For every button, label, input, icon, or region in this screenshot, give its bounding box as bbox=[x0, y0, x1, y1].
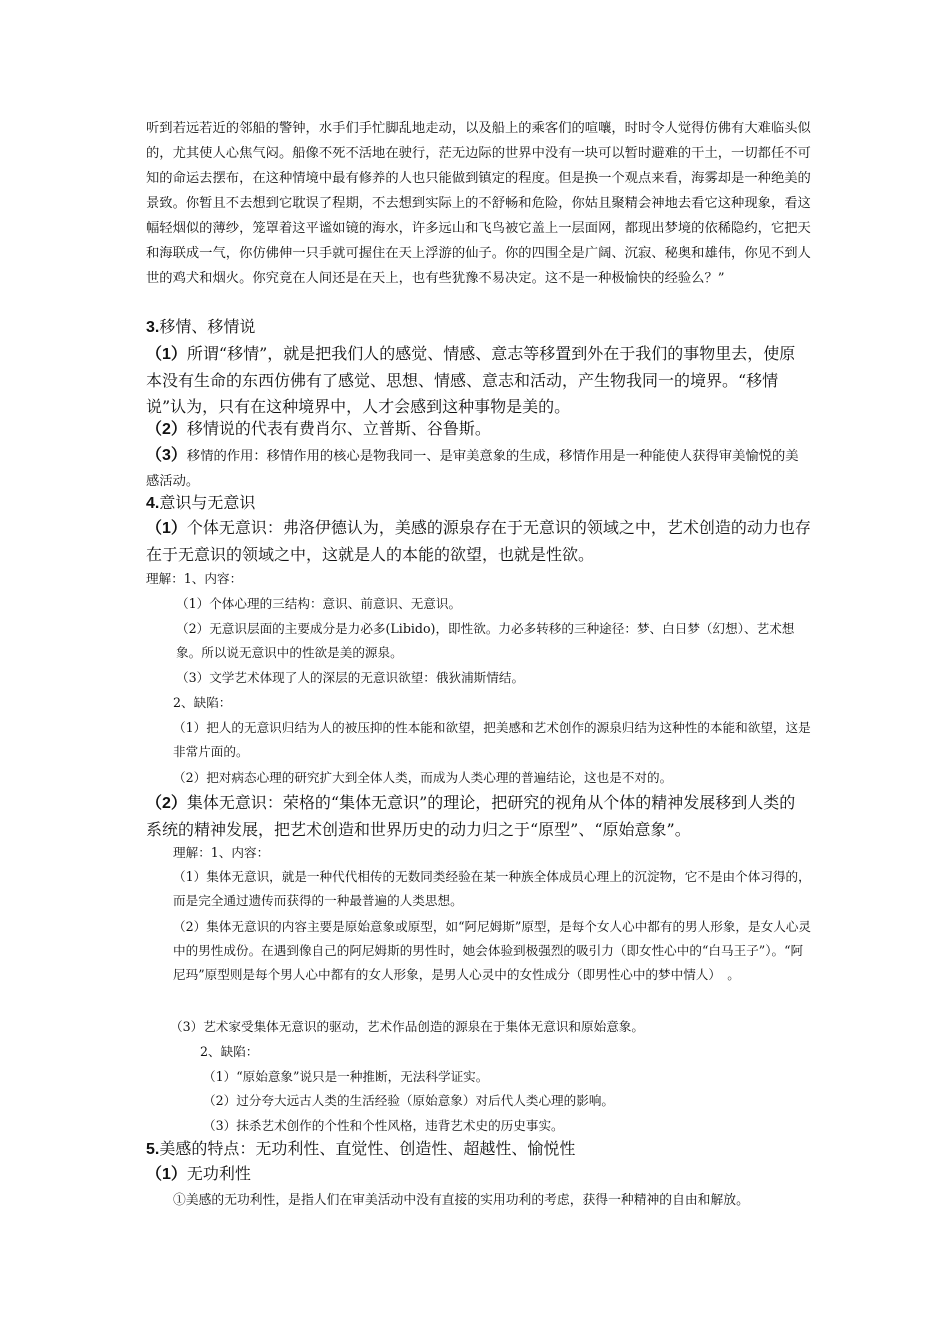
understanding-label-1: 理解：1、内容： bbox=[146, 571, 243, 586]
understanding-label-2: 理解：1、内容： bbox=[173, 845, 270, 860]
section-3-heading bbox=[146, 315, 255, 340]
point-text: 移情的作用：移情作用的核心是物我同一、是审美意象的生成，移情作用是一种能使人获得审美愉悦的美感活动。 bbox=[146, 449, 799, 489]
section-4-point-2 bbox=[146, 790, 811, 843]
section-5-point-1-detail: ①美感的无功利性，是指人们在审美活动中没有直接的实用功利的考虑，获得一种精神的自由和解放。 bbox=[173, 1193, 749, 1208]
point-text: 个体无意识：弗洛伊德认为，美感的源泉存在于无意识的领域之中，艺术创造的动力也存在于无意识的领域之中，这就是人的本能的欲望，也就是性欲。 bbox=[146, 518, 811, 564]
section-5-heading bbox=[146, 1137, 575, 1162]
section-3-point-2 bbox=[146, 416, 811, 443]
point-number: （1） bbox=[146, 1166, 187, 1183]
content-item-1: （1）个体心理的三结构：意识、前意识、无意识。 bbox=[176, 596, 462, 611]
point-text: 所谓“移情”，就是把我们人的感觉、情感、意志等移置到外在于我们的事物里去，使原本没有生命的东西仿佛有了感觉、思想、情感、意志和活动，产生物我同一的境界。“移情说”认为，只有在这种境界中，人才会感到这种事物是美的。 bbox=[146, 344, 796, 416]
point-number: （1） bbox=[146, 520, 187, 537]
content-item-3: （3）文学艺术体现了人的深层的无意识欲望：俄狄浦斯情结。 bbox=[176, 670, 525, 685]
point-number: （3） bbox=[146, 447, 187, 464]
section-4-number: 4. bbox=[146, 495, 160, 512]
defect-label-1: 2、缺陷： bbox=[173, 695, 232, 710]
section-3-title: 移情、移情说 bbox=[159, 317, 256, 336]
section-4-point-1 bbox=[146, 515, 811, 568]
point-text: 移情说的代表有费肖尔、立普斯、谷鲁斯。 bbox=[186, 419, 491, 438]
point-number: （1） bbox=[146, 346, 187, 363]
section-5-point-1 bbox=[146, 1162, 251, 1187]
section-4-heading bbox=[146, 491, 255, 516]
point-number: （2） bbox=[146, 795, 187, 812]
defect-label-2: 2、缺陷： bbox=[200, 1044, 259, 1059]
content-item-2: （2）无意识层面的主要成分是力必多(Libido)，即性欲。力必多转移的三种途径：梦、白日梦（幻想）、艺术想象。所以说无意识中的性欲是美的源泉。 bbox=[176, 621, 795, 660]
section-3-number: 3. bbox=[146, 319, 160, 336]
section-4-title: 意识与无意识 bbox=[159, 493, 256, 512]
intro-paragraph: 听到若远若近的邻船的警钟，水手们手忙脚乱地走动，以及船上的乘客们的喧嚷，时时令人觉得仿佛有大难临头似的，尤其使人心焦气闷。船像不死不活地在驶行，茫无边际的世界中没有一块可以暂时避难的干土，一切都任不可知的命运去摆布，在这种情境中最有修养的人也只能做到镇定的程度。但是换一个观点来看，海雾却是一种绝美的景致。你暂且不去想到它耽误了程期，不去想到实际上的不舒畅和危险，你姑且聚精会神地去看它这种现象，看这幅轻烟似的薄纱，笼罩着这平谧如镜的海水，许多远山和飞鸟被它盖上一层面网，都现出梦境的依稀隐约，它把天和海联成一气，你仿佛伸一只手就可握住在天上浮游的仙子。你的四围全是广阔、沉寂、秘奥和雄伟，你见不到人世的鸡犬和烟火。你究竟在人间还是在天上，也有些犹豫不易决定。这不是一种极愉快的经验么？” bbox=[146, 121, 811, 286]
defect-item-2: （2）把对病态心理的研究扩大到全体人类，而成为人类心理的普遍结论，这也是不对的。 bbox=[173, 770, 673, 785]
point-number: （2） bbox=[146, 421, 187, 438]
section-3-point-1 bbox=[146, 341, 811, 420]
defect-item-1: （1）把人的无意识归结为人的被压抑的性本能和欲望，把美感和艺术创作的源泉归结为这种性的本能和欲望，这是非常片面的。 bbox=[173, 720, 811, 759]
content-item-5: （2）集体无意识的内容主要是原始意象或原型，如“阿尼姆斯”原型，是每个女人心中都有的男人形象，是女人心灵中的男性成份。在遇到像自己的阿尼姆斯的男性时，她会体验到极强烈的吸引力（即女性心中的“白马王子”）。“阿尼玛”原型则是每个男人心中都有的女人形象，是男人心灵中的女性成分（即男性心中的梦中情人） 。 bbox=[173, 919, 811, 982]
defect-item-3: （1）“原始意象”说只是一种推断，无法科学证实。 bbox=[203, 1069, 489, 1084]
content-item-6: （3）艺术家受集体无意识的驱动，艺术作品创造的源泉在于集体无意识和原始意象。 bbox=[170, 1019, 644, 1034]
section-3-point-3 bbox=[146, 443, 811, 494]
section-5-title: 美感的特点：无功利性、直觉性、创造性、超越性、愉悦性 bbox=[159, 1139, 576, 1158]
defect-item-4: （2）过分夸大远古人类的生活经验（原始意象）对后代人类心理的影响。 bbox=[203, 1093, 615, 1108]
point-text: 集体无意识：荣格的“集体无意识”的理论，把研究的视角从个体的精神发展移到人类的系统的精神发展，把艺术创造和世界历史的动力归之于“原型”、“原始意象”。 bbox=[146, 793, 796, 839]
content-item-4: （1）集体无意识，就是一种代代相传的无数同类经验在某一种族全体成员心理上的沉淀物，它不是由个体习得的，而是完全通过遗传而获得的一种最普遍的人类思想。 bbox=[173, 869, 811, 908]
section-5-number: 5. bbox=[146, 1141, 160, 1158]
point-text: 无功利性 bbox=[186, 1164, 251, 1183]
defect-item-5: （3）抹杀艺术创作的个性和个性风格，违背艺术史的历史事实。 bbox=[203, 1118, 564, 1133]
